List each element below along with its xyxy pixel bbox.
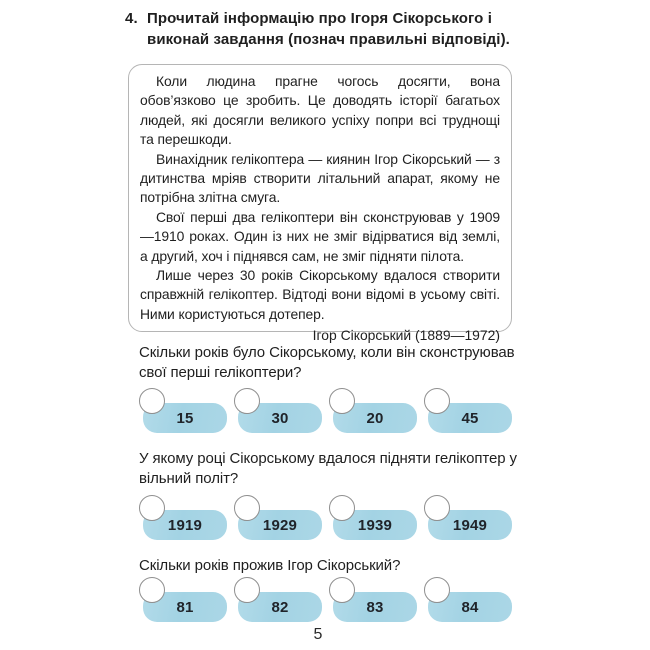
answer-option[interactable]: [143, 592, 227, 622]
task-instruction: Прочитай інформацію про Ігоря Сікорського і виконай завдання (познач правильні відповіді).: [147, 10, 510, 48]
answer-mark-circle[interactable]: [139, 388, 165, 414]
answer-mark-circle[interactable]: [234, 388, 260, 414]
answer-option-label: 84: [461, 599, 479, 616]
answer-mark-circle[interactable]: [424, 388, 450, 414]
answer-option[interactable]: [428, 592, 512, 622]
question-1-text: Скільки років було Сікорському, коли він сконструював свої перші гелікоптери?: [139, 344, 515, 381]
answer-option[interactable]: [333, 403, 417, 433]
answer-mark-circle[interactable]: [139, 577, 165, 603]
task-number: 4.: [125, 10, 138, 27]
answer-option-label: 1929: [262, 517, 298, 534]
answer-option[interactable]: [428, 510, 512, 540]
answer-option[interactable]: [238, 510, 322, 540]
task-header: [125, 8, 537, 50]
answer-option[interactable]: [238, 592, 322, 622]
reading-paragraph: Коли людина прагне чогось досягти, вона обов’язково це зробить. Це доводять історії багатьох людей, які досягли великого успіху попри всі труднощі та перешкоди.: [140, 73, 500, 148]
answer-option[interactable]: [333, 592, 417, 622]
answer-option-label: 1949: [452, 517, 488, 534]
answer-option-label: 82: [271, 599, 289, 616]
reading-paragraph: Лише через 30 років Сікорському вдалося створити справжній гелікоптер. Відтоді вони відомі в усьому світі. Ними користуються дотепер.: [140, 267, 500, 322]
answer-option-label: 30: [271, 410, 289, 427]
answer-mark-circle[interactable]: [139, 495, 165, 521]
answer-option[interactable]: [143, 403, 227, 433]
question-3-options: [143, 592, 512, 622]
answer-mark-circle[interactable]: [329, 388, 355, 414]
reading-paragraph: Винахідник гелікоптера — киянин Ігор Сікорський — з дитинства мріяв створити літальний апарат, якому не потрібна злітна смуга.: [140, 150, 500, 206]
answer-option-label: 1919: [167, 517, 203, 534]
page-number: 5: [313, 626, 323, 643]
answer-option-label: 15: [176, 410, 194, 427]
reading-box: [128, 64, 512, 344]
question-2-options: [143, 510, 512, 540]
answer-mark-circle[interactable]: [424, 577, 450, 603]
answer-option[interactable]: [143, 510, 227, 540]
answer-option-label: 1939: [357, 517, 393, 534]
answer-mark-circle[interactable]: [329, 577, 355, 603]
answer-option-label: 20: [366, 410, 384, 427]
answer-option-label: 83: [366, 599, 384, 616]
reading-paragraph: Свої перші два гелікоптери він сконструював у 1909—1910 роках. Один із них не зміг відірватися від землі, а другий, хоч і піднявся сам, не зміг підняти пілота.: [140, 208, 500, 264]
answer-option[interactable]: [238, 403, 322, 433]
answer-option-label: 81: [176, 599, 194, 616]
answer-option-label: 45: [461, 410, 479, 427]
answer-mark-circle[interactable]: [234, 577, 260, 603]
question-2-text: У якому році Сікорському вдалося підняти гелікоптер у вільний політ?: [139, 450, 517, 487]
answer-mark-circle[interactable]: [329, 495, 355, 521]
question-3-text: Скільки років прожив Ігор Сікорський?: [139, 557, 401, 574]
answer-mark-circle[interactable]: [424, 495, 450, 521]
question-1-options: [143, 403, 512, 433]
answer-option[interactable]: [428, 403, 512, 433]
reading-attribution: Ігор Сікорський (1889—1972): [312, 327, 500, 344]
answer-option[interactable]: [333, 510, 417, 540]
answer-mark-circle[interactable]: [234, 495, 260, 521]
